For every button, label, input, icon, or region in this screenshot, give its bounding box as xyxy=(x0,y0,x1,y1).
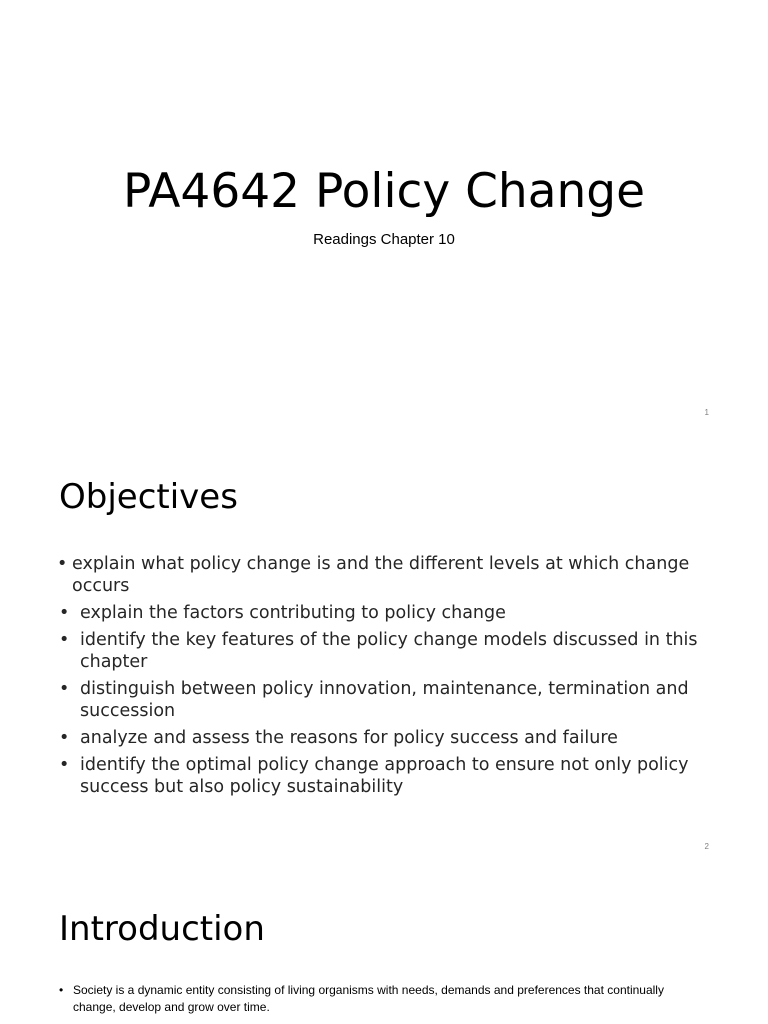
bullet-icon: • xyxy=(59,983,64,997)
slide-2 xyxy=(0,433,768,866)
bullet-icon: • xyxy=(59,630,70,650)
bullet-icon: • xyxy=(59,755,70,775)
list-item-text: explain what policy change is and the different levels at which change occurs xyxy=(72,554,690,596)
slide-number: 2 xyxy=(704,842,709,851)
list-item-text: Society is a dynamic entity consisting of living organisms with needs, demands and preferences that continually change, develop and grow over time. xyxy=(73,983,664,1014)
list-item-text: explain the factors contributing to policy change xyxy=(80,603,506,623)
list-item xyxy=(57,754,717,798)
presentation-subtitle: Readings Chapter 10 xyxy=(313,231,455,248)
bullet-icon: • xyxy=(57,554,68,574)
introduction-list xyxy=(57,982,697,1019)
slide-1 xyxy=(0,0,768,433)
list-item-text: identify the key features of the policy change models discussed in this chapter xyxy=(80,630,698,672)
objectives-list xyxy=(57,553,717,803)
list-item-text: distinguish between policy innovation, maintenance, termination and succession xyxy=(80,679,689,721)
slide-3 xyxy=(0,866,768,1024)
presentation-title: PA4642 Policy Change xyxy=(122,164,646,219)
list-item xyxy=(57,629,717,673)
slide-number: 1 xyxy=(704,408,709,417)
list-item-text: analyze and assess the reasons for policy success and failure xyxy=(80,728,618,748)
bullet-icon: • xyxy=(59,679,70,699)
slide-heading: Objectives xyxy=(59,477,238,517)
slide-heading: Introduction xyxy=(59,909,265,949)
list-item xyxy=(57,602,717,624)
bullet-icon: • xyxy=(59,728,70,748)
list-item xyxy=(57,553,717,597)
list-item xyxy=(57,982,697,1016)
list-item-text: identify the optimal policy change approach to ensure not only policy success but also policy sustainability xyxy=(80,755,689,797)
bullet-icon: • xyxy=(59,603,70,623)
list-item xyxy=(57,678,717,722)
list-item xyxy=(57,727,717,749)
